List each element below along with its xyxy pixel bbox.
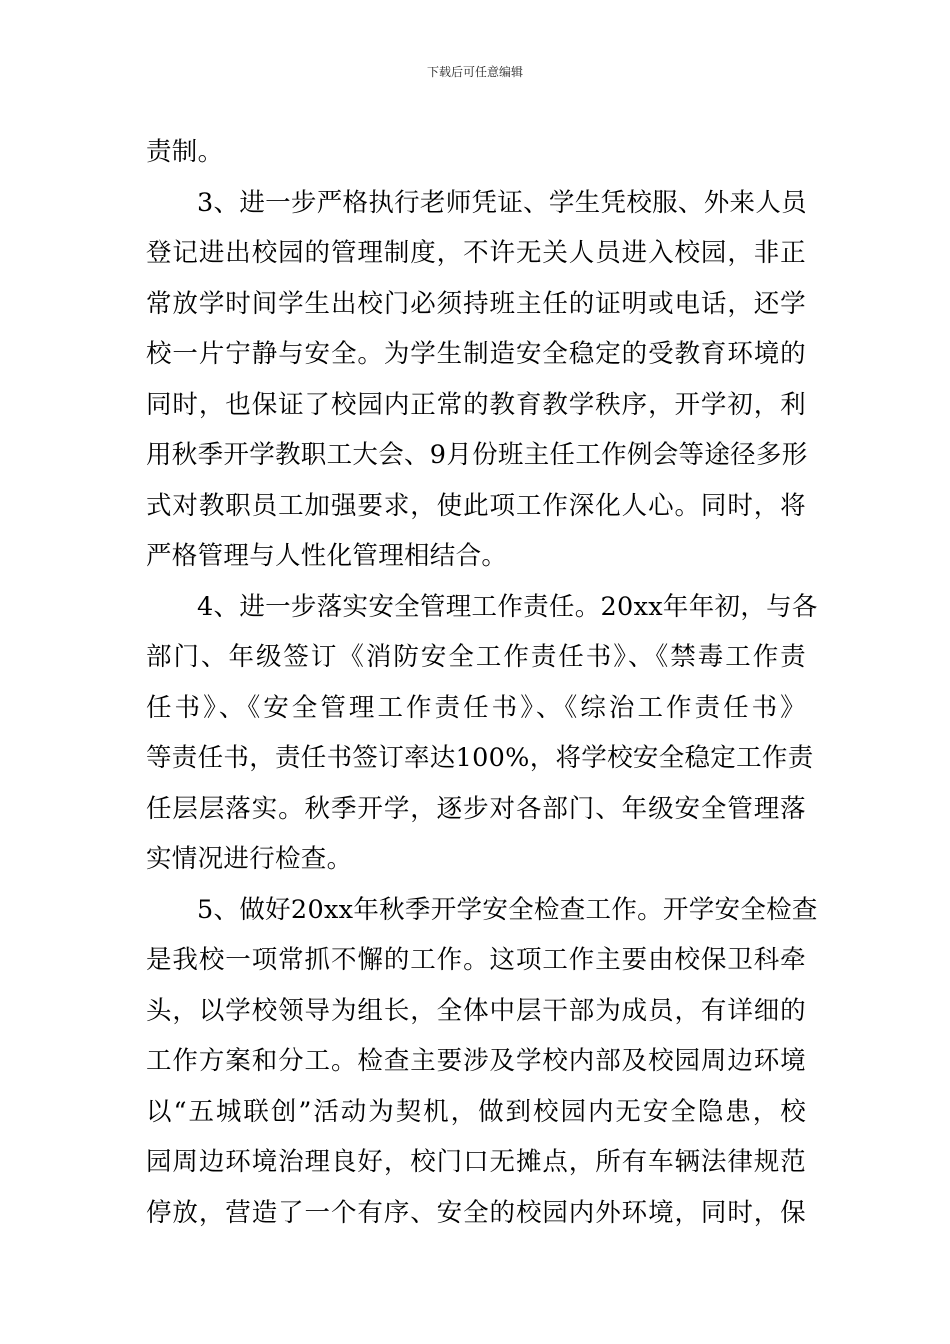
paragraph-line: 登记进出校园的管理制度，不许无关人员进入校园，非正 bbox=[146, 238, 806, 268]
paragraph-line: 园周边环境治理良好，校门口无摊点，所有车辆法律规范 bbox=[146, 1147, 806, 1177]
paragraph-line: 校一片宁静与安全。为学生制造安全稳定的受教育环境的 bbox=[146, 339, 806, 369]
paragraph-line: 是我校一项常抓不懈的工作。这项工作主要由校保卫科牵 bbox=[146, 945, 806, 975]
paragraph-line: 同时，也保证了校园内正常的教育教学秩序，开学初，利 bbox=[146, 389, 806, 420]
paragraph-line: 任书》、《安全管理工作责任书》、《综治工作责任书》 bbox=[146, 692, 806, 723]
paragraph-line: 常放学时间学生出校门必须持班主任的证明或电话，还学 bbox=[146, 288, 806, 319]
paragraph-line: 任层层落实。秋季开学，逐步对各部门、年级安全管理落 bbox=[146, 793, 806, 824]
paragraph-line: 以“五城联创”活动为契机，做到校园内无安全隐患，校 bbox=[146, 1096, 806, 1127]
page-header: 下载后可任意编辑 bbox=[426, 65, 523, 79]
paragraph-line: 实情况进行检查。 bbox=[146, 844, 353, 874]
paragraph-line: 部门、年级签订《消防安全工作责任书》、《禁毒工作责 bbox=[146, 642, 806, 672]
document-body bbox=[146, 127, 818, 1238]
paragraph-line: 严格管理与人性化管理相结合。 bbox=[146, 541, 508, 571]
paragraph-line: 用秋季开学教职工大会、9月份班主任工作例会等途径多形 bbox=[146, 440, 808, 470]
paragraph-line: 3、进一步严格执行老师凭证、学生凭校服、外来人员 bbox=[197, 187, 807, 218]
paragraph-line: 头，以学校领导为组长，全体中层干部为成员，有详细的 bbox=[146, 995, 806, 1026]
paragraph-line: 责制。 bbox=[146, 137, 224, 167]
paragraph-line: 式对教职员工加强要求，使此项工作深化人心。同时，将 bbox=[146, 490, 806, 521]
paragraph-line: 等责任书，责任书签订率达100%，将学校安全稳定工作责 bbox=[146, 743, 814, 773]
paragraph-line: 5、做好20xx年秋季开学安全检查工作。开学安全检查 bbox=[197, 894, 818, 925]
paragraph-line: 4、进一步落实安全管理工作责任。20xx年年初，与各 bbox=[197, 591, 818, 622]
paragraph-line: 停放，营造了一个有序、安全的校园内外环境，同时，保 bbox=[146, 1197, 806, 1228]
paragraph-line: 工作方案和分工。检查主要涉及学校内部及校园周边环境 bbox=[146, 1046, 806, 1076]
